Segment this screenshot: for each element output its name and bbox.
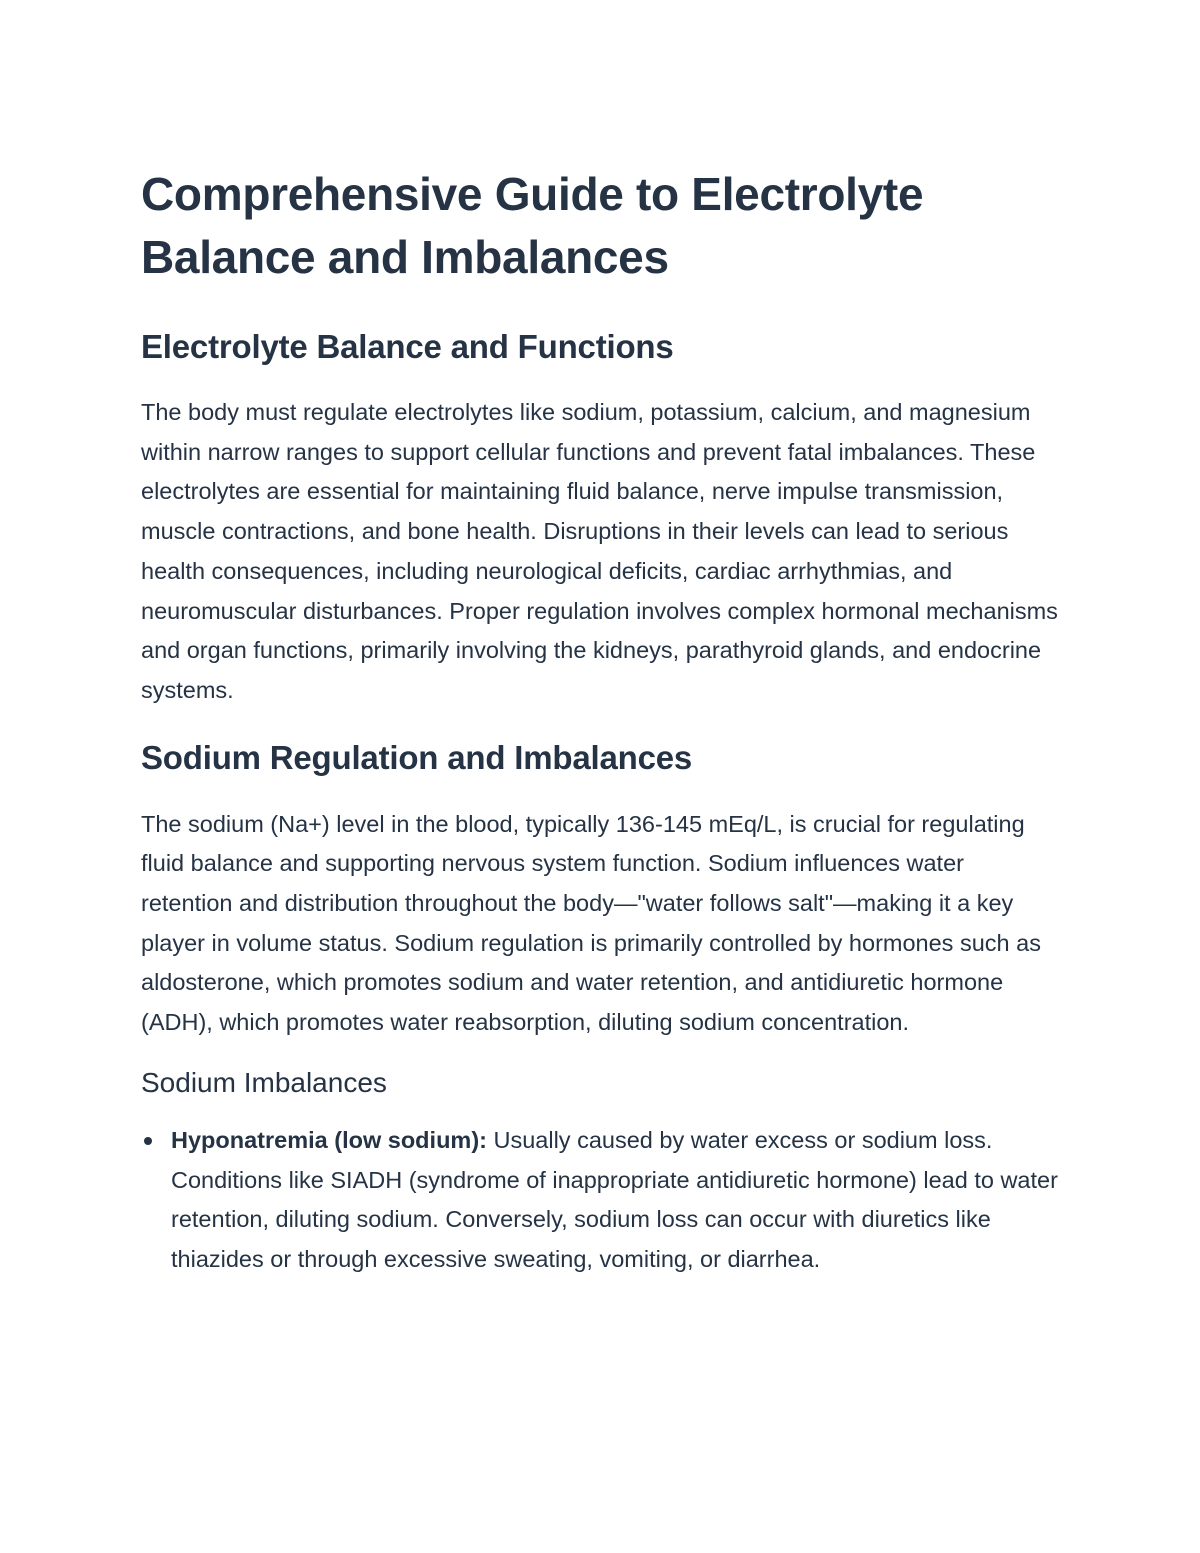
bullet-icon	[144, 1137, 152, 1145]
list-item	[141, 1121, 1061, 1280]
document-page	[141, 163, 1061, 1280]
sodium-imbalances-list	[141, 1121, 1061, 1280]
section-paragraph-sodium-regulation: The sodium (Na+) level in the blood, typically 136-145 mEq/L, is crucial for regulating fluid balance and supporting nervous system function. Sodium influences water retention and distribution throughout the body—"water follows salt"—making it a key player in volume status. Sodium regulation is primarily controlled by hormones such as aldosterone, which promotes sodium and water retention, and antidiuretic hormone (ADH), which promotes water reabsorption, diluting sodium concentration.	[141, 810, 1041, 1036]
list-item-text: Usually caused by water excess or sodium loss. Conditions like SIADH (syndrome of inappropriate antidiuretic hormone) lead to water retention, diluting sodium. Conversely, sodium loss can occur with diuretics like thiazides or through excessive sweating, vomiting, or diarrhea.	[171, 1126, 1058, 1272]
document-title: Comprehensive Guide to Electrolyte Balance and Imbalances	[141, 168, 924, 283]
section-heading-sodium-regulation: Sodium Regulation and Imbalances	[141, 738, 693, 776]
section-paragraph-electrolyte-balance: The body must regulate electrolytes like sodium, potassium, calcium, and magnesium within narrow ranges to support cellular functions and prevent fatal imbalances. These electrolytes are essential for maintaining fluid balance, nerve impulse transmission, muscle contractions, and bone health. Disruptions in their levels can lead to serious health consequences, including neurological deficits, cardiac arrhythmias, and neuromuscular disturbances. Proper regulation involves complex hormonal mechanisms and organ functions, primarily involving the kidneys, parathyroid glands, and endocrine systems.	[141, 399, 1058, 703]
subsection-heading-sodium-imbalances: Sodium Imbalances	[141, 1066, 387, 1098]
list-item-term: Hyponatremia (low sodium):	[171, 1126, 487, 1153]
section-heading-electrolyte-balance: Electrolyte Balance and Functions	[141, 328, 674, 365]
